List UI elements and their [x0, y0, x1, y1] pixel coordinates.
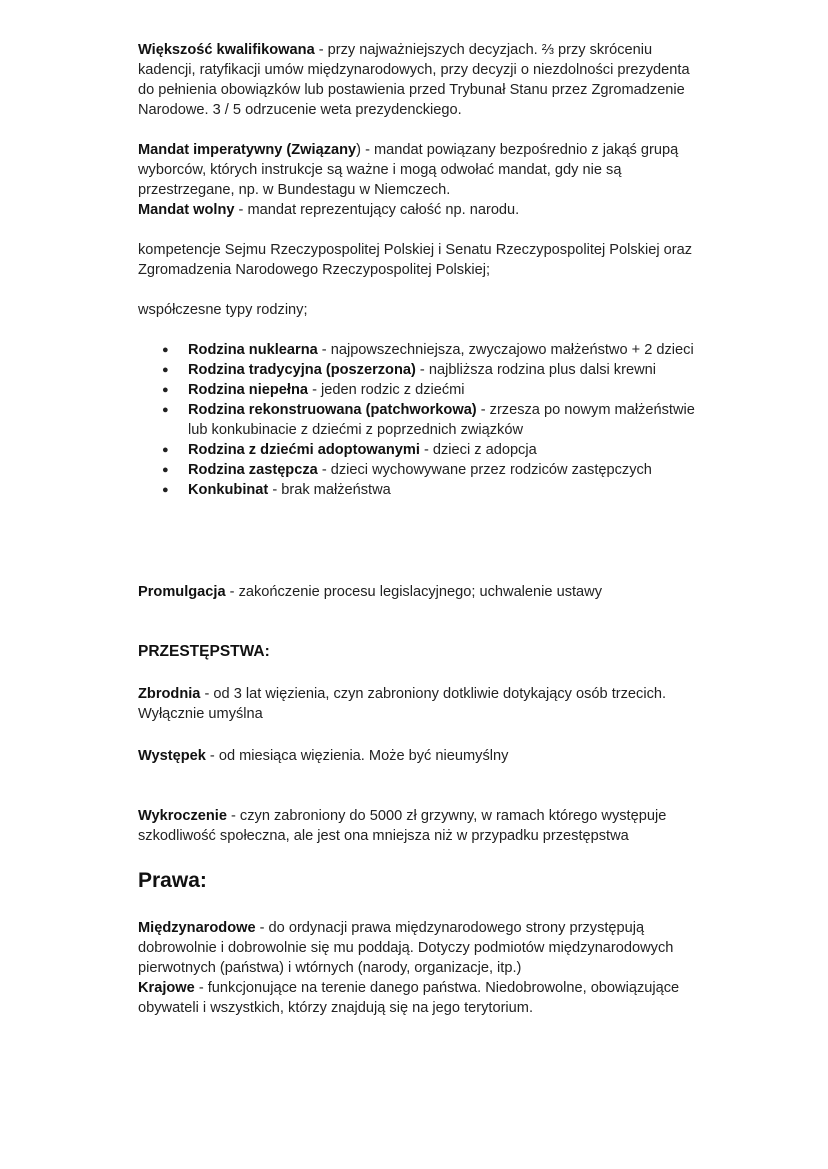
- definition-qualified-majority: - przy najważniejszych decyzjach. ⅔ przy skróceniu kadencji, ratyfikacji umów międzynarodowych, przy decyzji o niezdolności prezydenta do pełnienia obowiązków lub postawienia przed Trybunał Stanu przez Zgromadzenie Narodowe. 3 / 5 odrzucenie weta prezydenckiego.: [138, 42, 690, 118]
- list-item-text: - jeden rodzic z dziećmi: [308, 382, 465, 398]
- family-types-list: [138, 340, 698, 500]
- definition-national-law: - funkcjonujące na terenie danego państwa. Niedobrowolne, obowiązujące obywateli i wszystkich, którzy znajdują się na jego terytorium.: [138, 980, 680, 1016]
- list-item-text: - najbliższa rodzina plus dalsi krewni: [415, 362, 656, 378]
- list-item-term: Rodzina tradycyjna (poszerzona): [188, 362, 416, 378]
- list-item-term: Rodzina z dziećmi adoptowanymi: [188, 442, 420, 458]
- paragraph-free-mandate: [138, 200, 698, 220]
- paragraph-competences: kompetencje Sejmu Rzeczypospolitej Polskiej i Senatu Rzeczypospolitej Polskiej oraz Zgromadzenia Narodowego Rzeczypospolitej Polskiej;: [138, 242, 693, 278]
- list-item: [188, 400, 698, 440]
- term-promulgation: Promulgacja: [138, 584, 226, 600]
- definition-free-mandate: - mandat reprezentujący całość np. narodu.: [234, 202, 520, 218]
- paragraph-family-types-intro: współczesne typy rodziny;: [138, 302, 308, 318]
- list-item-term: Konkubinat: [188, 482, 269, 498]
- list-item-text: - brak małżeństwa: [268, 482, 391, 498]
- section-heading-crimes: PRZESTĘPSTWA:: [138, 643, 270, 660]
- term-national-law: Krajowe: [138, 980, 195, 996]
- definition-international-law: - do ordynacji prawa międzynarodowego strony przystępują dobrowolnie i dobrowolnie się mu poddają. Dotyczy podmiotów międzynarodowych pierwotnych (państwa) i wtórnych (narody, organizacje, itp.): [138, 920, 674, 976]
- term-offence: Występek: [138, 748, 206, 764]
- paragraph-qualified-majority: [138, 40, 698, 120]
- list-item-term: Rodzina rekonstruowana (patchworkowa): [188, 402, 477, 418]
- paragraph-international-law: [138, 918, 698, 978]
- term-misdemeanor: Wykroczenie: [138, 808, 227, 824]
- term-free-mandate: Mandat wolny: [138, 202, 235, 218]
- paragraph-offence: [138, 746, 698, 766]
- list-item-text: - najpowszechniejsza, zwyczajowo małżeństwo + 2 dzieci: [317, 342, 694, 358]
- list-item-term: Rodzina niepełna: [188, 382, 309, 398]
- list-item: [188, 360, 698, 380]
- paragraph-imperative-mandate: [138, 140, 698, 200]
- definition-promulgation: - zakończenie procesu legislacyjnego; uchwalenie ustawy: [225, 584, 602, 600]
- definition-offence: - od miesiąca więzienia. Może być nieumyślny: [205, 748, 509, 764]
- paragraph-misdemeanor: [138, 806, 698, 846]
- term-crime: Zbrodnia: [138, 686, 201, 702]
- definition-imperative-mandate: ) - mandat powiązany bezpośrednio z jakąś grupą wyborców, których instrukcje są ważne i mogą odwołać mandat, gdy nie są przestrzegane, np. w Bundestagu w Niemczech.: [138, 142, 679, 198]
- list-item: [188, 460, 698, 480]
- paragraph-crime: [138, 684, 698, 724]
- list-item: [188, 480, 698, 500]
- section-heading-law: Prawa:: [138, 869, 207, 892]
- term-imperative-mandate: Mandat imperatywny (Związany: [138, 142, 357, 158]
- term-international-law: Międzynarodowe: [138, 920, 256, 936]
- definition-misdemeanor: - czyn zabroniony do 5000 zł grzywny, w ramach którego występuje szkodliwość społeczna, ale jest ona mniejsza niż w przypadku przestępstwa: [138, 808, 667, 844]
- definition-crime: - od 3 lat więzienia, czyn zabroniony dotkliwie dotykający osób trzecich. Wyłącznie umyślna: [138, 686, 667, 722]
- list-item: [188, 340, 698, 360]
- document-page: [138, 40, 698, 1018]
- term-qualified-majority: Większość kwalifikowana: [138, 42, 315, 58]
- list-item: [188, 380, 698, 400]
- list-item: [188, 440, 698, 460]
- paragraph-promulgation: [138, 582, 698, 602]
- list-item-term: Rodzina nuklearna: [188, 342, 318, 358]
- list-item-text: - zrzesza po nowym małżeństwie lub konkubinacie z dziećmi z poprzednich związków: [188, 402, 695, 438]
- paragraph-national-law: [138, 978, 698, 1018]
- list-item-text: - dzieci wychowywane przez rodziców zastępczych: [317, 462, 652, 478]
- list-item-text: - dzieci z adopcja: [419, 442, 537, 458]
- list-item-term: Rodzina zastępcza: [188, 462, 318, 478]
